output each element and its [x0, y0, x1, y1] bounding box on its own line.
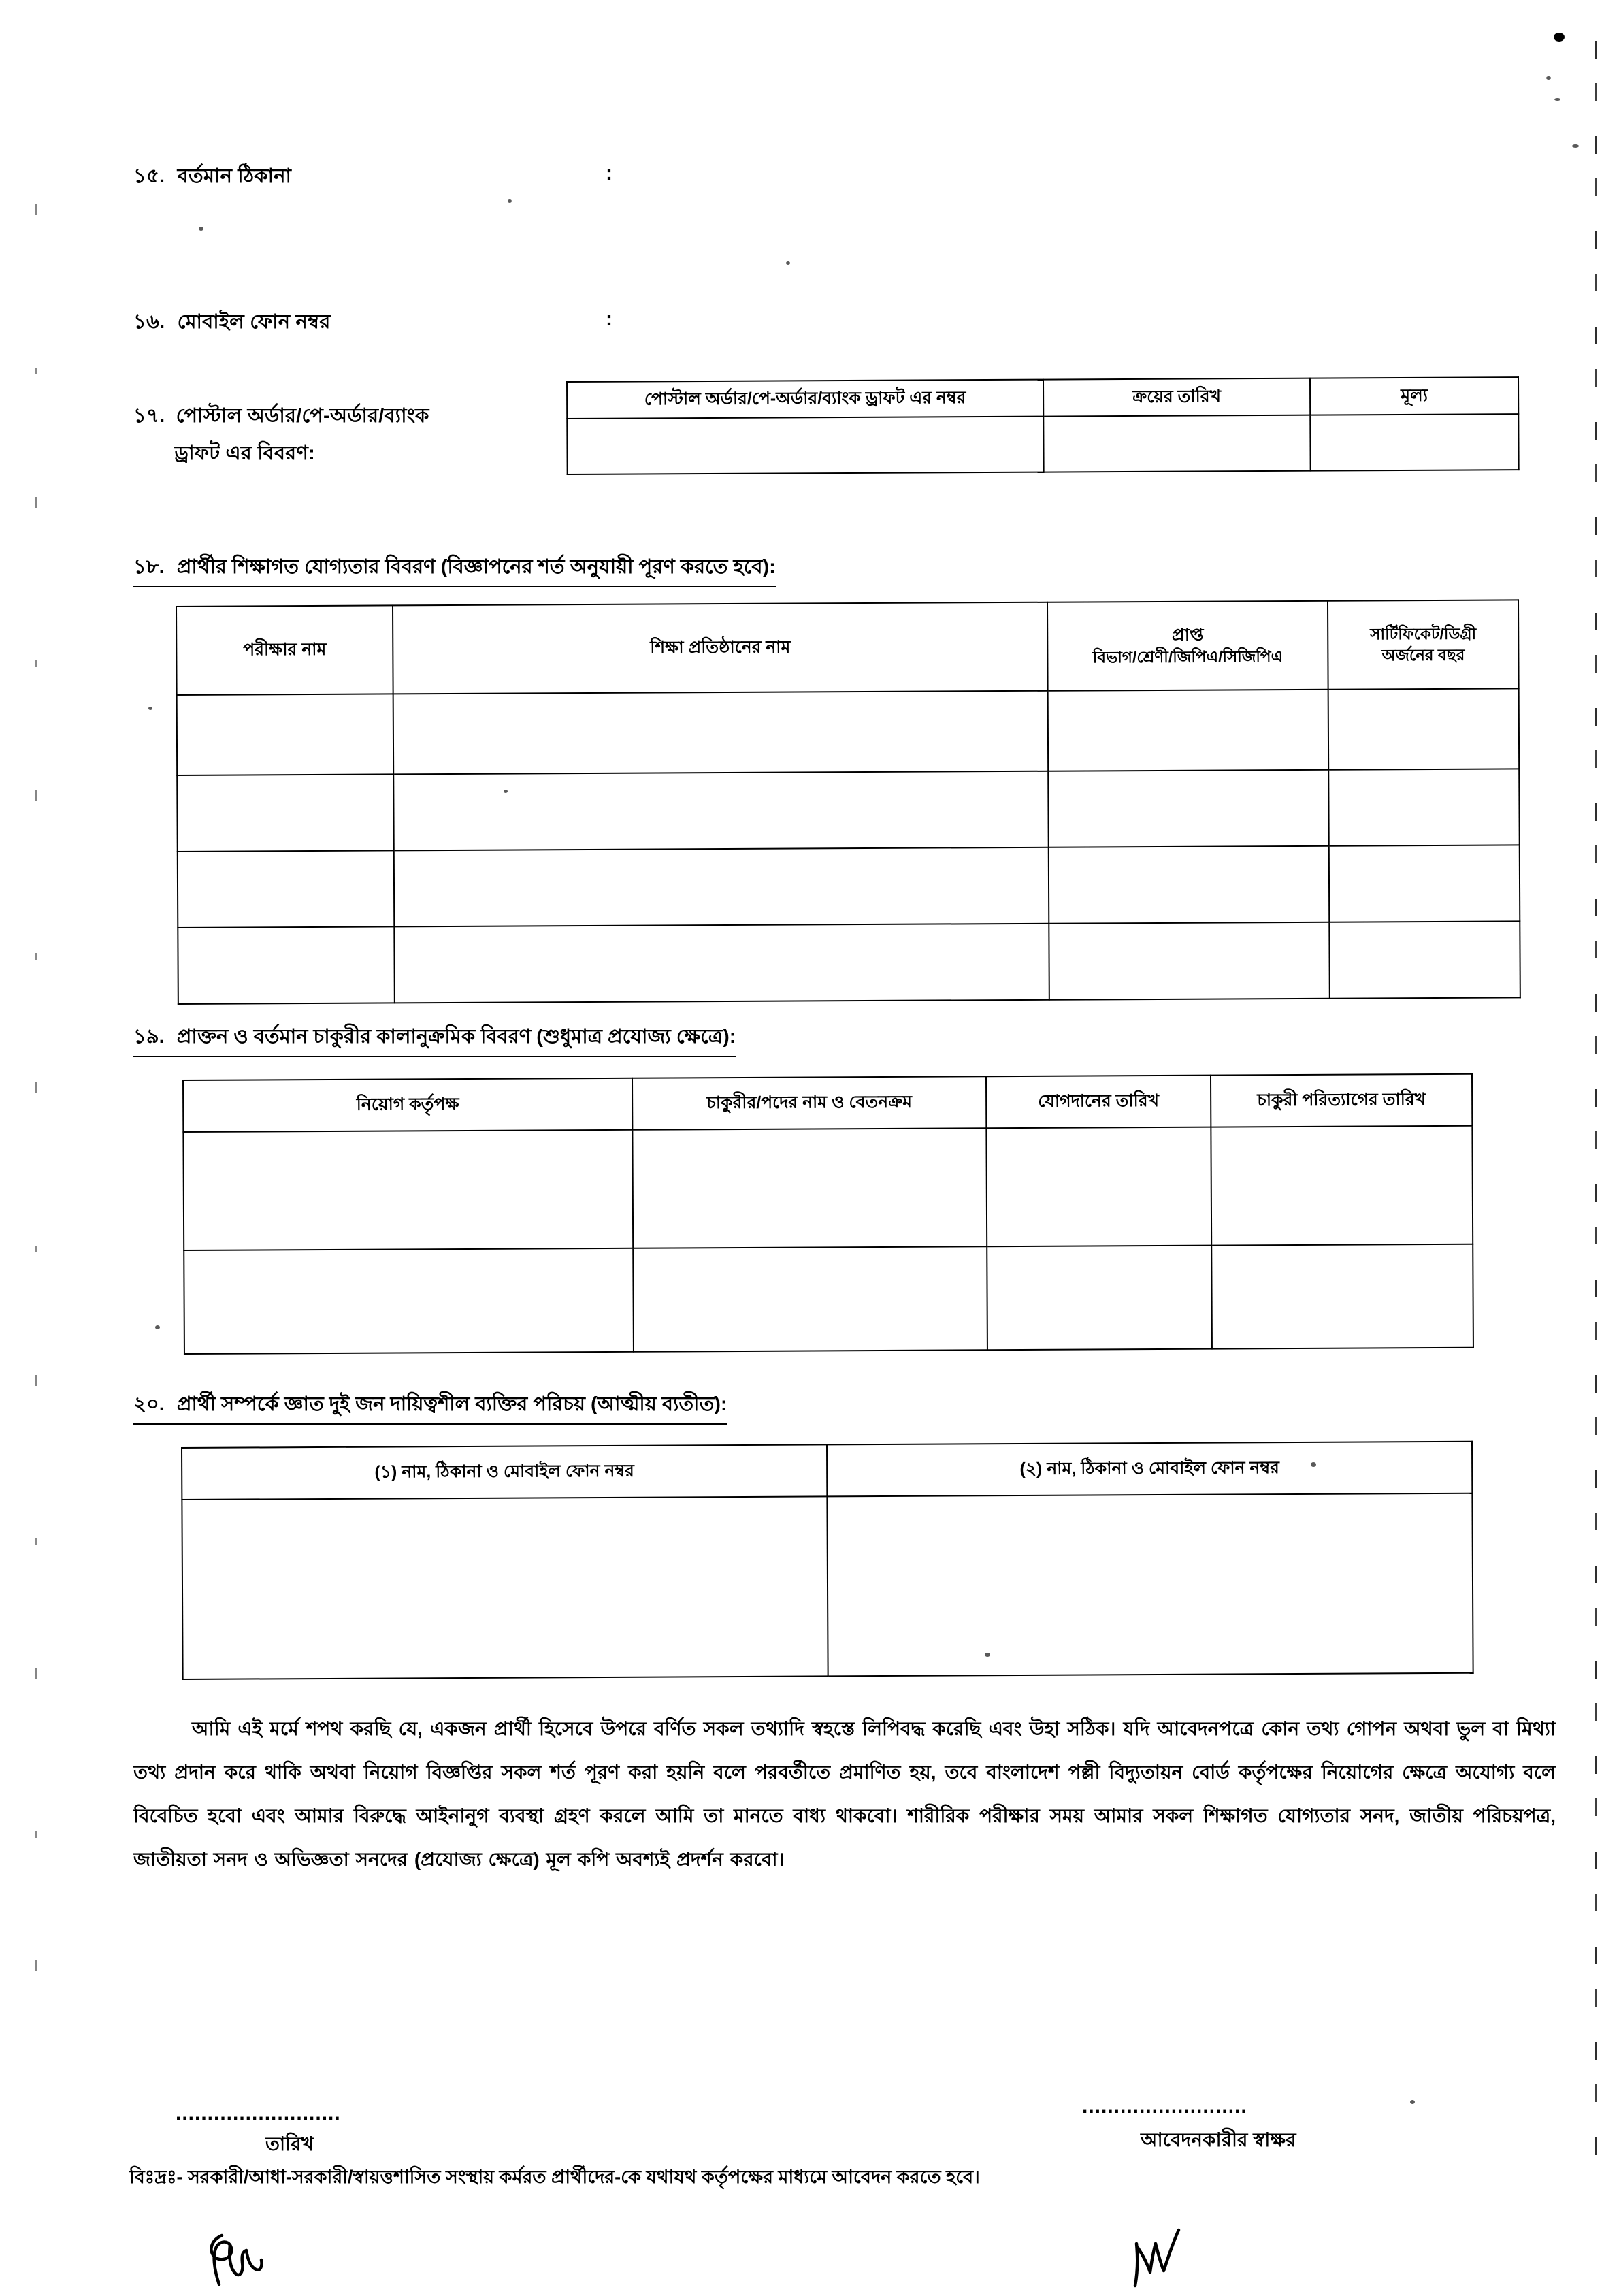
table-18-cell-1-0[interactable]	[177, 774, 394, 852]
scan-speck	[148, 707, 152, 710]
field-15-value[interactable]	[633, 162, 1518, 257]
table-18-cell-2-3[interactable]	[1329, 845, 1520, 922]
date-dotted-line: ..........................	[176, 2102, 341, 2124]
table-18-header-cell-1: শিক্ষা প্রতিষ্ঠানের নাম	[393, 602, 1048, 694]
scan-speck	[155, 1325, 160, 1329]
table-18-header-cell-2-line2: বিভাগ/শ্রেণী/জিপিএ/সিজিপিএ	[1092, 647, 1283, 666]
table-18-cell-2-2[interactable]	[1049, 846, 1330, 924]
table-17-header-row	[567, 377, 1518, 419]
table-20-cell-0-1[interactable]	[827, 1493, 1473, 1677]
section-19-heading-text: প্রাক্তন ও বর্তমান চাকুরীর কালানুক্রমিক বিবরণ (শুধুমাত্র প্রযোজ্য ক্ষেত্রে):	[176, 1026, 736, 1048]
table-18-cell-0-2[interactable]	[1048, 690, 1329, 771]
scan-speck	[1572, 144, 1579, 148]
table-19-cell-0-0[interactable]	[183, 1130, 633, 1250]
section-20-heading	[133, 1389, 727, 1425]
scan-artifact-right-edge	[1595, 41, 1597, 2165]
table-19-header-cell-2: যোগদানের তারিখ	[986, 1076, 1211, 1129]
field-16-label-row	[133, 308, 330, 336]
table-18-cell-1-2[interactable]	[1048, 770, 1329, 847]
table-row	[182, 1493, 1473, 1679]
table-18-header-cell-3-line1: সার্টিফিকেট/ডিগ্রী	[1370, 624, 1477, 643]
table-20-header-row	[182, 1442, 1472, 1500]
field-17-label-line1	[133, 402, 429, 430]
table-18-cell-3-0[interactable]	[178, 926, 395, 1004]
table-18-cell-0-0[interactable]	[177, 694, 394, 775]
table-18-header-cell-3-line2: অর্জনের বছর	[1381, 645, 1465, 664]
table-18-header-cell-0: পরীক্ষার নাম	[176, 605, 393, 695]
table-19-cell-0-1[interactable]	[632, 1128, 987, 1248]
section-18-heading	[133, 551, 776, 587]
table-18-cell-3-2[interactable]	[1049, 922, 1330, 1000]
applicant-signature-dotted-line: ..........................	[1082, 2095, 1247, 2118]
table-17-header-cell-1: ক্রয়ের তারিখ	[1043, 378, 1310, 417]
scan-speck	[1554, 98, 1560, 101]
footer-note: বিঃদ্রঃ- সরকারী/আধা-সরকারী/স্বায়ত্তশাসিত সংস্থায় কর্মরত প্রার্থীদের-কে যথাযথ কর্তৃপক্ষের মাধ্যমে আবেদন করতে হবে।	[129, 2167, 980, 2187]
table-19-cell-1-0[interactable]	[184, 1248, 634, 1354]
field-15-label: বর্তমান ঠিকানা	[177, 165, 292, 187]
declaration-paragraph: আমি এই মর্মে শপথ করছি যে, একজন প্রার্থী হিসেবে উপরে বর্ণিত সকল তথ্যাদি স্বহস্তে লিপিবদ্ধ করেছি এবং উহা সঠিক। যদি আবেদনপত্রে কোন তথ্য গোপন অথবা ভুল বা মিথ্যা তথ্য প্রদান করে থাকি অথবা নিয়োগ বিজ্ঞপ্তির সকল শর্ত পূরণ করা হয়নি বলে পরবর্তীতে প্রমাণিত হয়, তবে বাংলাদেশ পল্লী বিদ্যুতায়ন বোর্ড কর্তৃপক্ষের নিয়োগের ক্ষেত্রে অযোগ্য বলে বিবেচিত হবো এবং আমার বিরুদ্ধে আইনানুগ ব্যবস্থা গ্রহণ করলে আমি তা মানতে বাধ্য থাকবো। শারীরিক পরীক্ষার সময় আমার সকল শিক্ষাগত যোগ্যতার সনদ, জাতীয় পরিচয়পত্র, জাতীয়তা সনদ ও অভিজ্ঞতা সনদের (প্রযোজ্য ক্ষেত্রে) মূল কপি অবশ্যই প্রদর্শন করবো।	[133, 1718, 1556, 1870]
table-18-cell-2-0[interactable]	[178, 850, 395, 928]
scan-speck	[1546, 76, 1551, 80]
table-19-cell-1-1[interactable]	[633, 1246, 987, 1352]
table-19-header-cell-1: চাকুরীর/পদের নাম ও বেতনক্রম	[632, 1076, 986, 1130]
table-18-cell-2-1[interactable]	[394, 847, 1049, 927]
field-15-label-row	[133, 162, 291, 191]
table-19-header-row	[183, 1074, 1472, 1132]
table-17-header-cell-0: পোস্টাল অর্ডার/পে-অর্ডার/ব্যাংক ড্রাফট এর নম্বর	[567, 380, 1043, 419]
field-15-number: ১৫.	[133, 165, 165, 187]
table-20-header-cell-0: (১) নাম, ঠিকানা ও মোবাইল ফোন নম্বর	[182, 1444, 827, 1500]
section-20-number: ২০.	[133, 1393, 165, 1415]
table-19-cell-1-3[interactable]	[1211, 1244, 1473, 1349]
field-17-label-text-2: ড্রাফট এর বিবরণ:	[174, 442, 315, 464]
scan-artifact-left-edge	[35, 82, 37, 2056]
table-row	[567, 414, 1518, 474]
field-17-number: ১৭.	[133, 405, 165, 427]
table-19-header-cell-3: চাকুরী পরিত্যাগের তারিখ	[1211, 1074, 1472, 1127]
table-18-cell-0-1[interactable]	[393, 691, 1049, 775]
table-18-cell-0-3[interactable]	[1328, 688, 1520, 769]
table-18-education	[176, 599, 1521, 1005]
applicant-signature-label: আবেদনকারীর স্বাক্ষর	[1141, 2129, 1296, 2150]
table-20-header-cell-1: (২) নাম, ঠিকানা ও মোবাইল ফোন নম্বর	[827, 1442, 1472, 1497]
scan-speck	[786, 261, 790, 265]
section-20-heading-text: প্রার্থী সম্পর্কে জ্ঞাত দুই জন দায়িত্বশীল ব্যক্তির পরিচয় (আত্মীয় ব্যতীত):	[176, 1393, 727, 1415]
table-row	[177, 769, 1520, 852]
scan-speck	[1554, 33, 1565, 42]
table-18-header-cell-2	[1047, 601, 1328, 691]
table-18-header-cell-3	[1328, 600, 1519, 689]
table-18-cell-1-1[interactable]	[393, 771, 1049, 851]
section-19-number: ১৯.	[133, 1026, 165, 1048]
pen-signature-left-icon	[197, 2225, 299, 2296]
table-row	[177, 688, 1520, 775]
section-18-number: ১৮.	[133, 556, 165, 578]
scan-speck	[508, 199, 512, 203]
table-17-cell-0-2[interactable]	[1310, 414, 1518, 470]
table-row	[178, 921, 1520, 1004]
table-19-cell-0-2[interactable]	[986, 1127, 1211, 1247]
table-17-postal-order	[566, 376, 1520, 475]
table-18-cell-3-3[interactable]	[1329, 921, 1520, 998]
date-label: তারিখ	[265, 2133, 314, 2154]
table-20-cell-0-0[interactable]	[182, 1496, 828, 1679]
table-19-cell-0-3[interactable]	[1211, 1126, 1473, 1246]
table-18-cell-1-3[interactable]	[1328, 769, 1520, 845]
scan-speck	[1410, 2100, 1415, 2104]
scan-speck	[199, 227, 203, 231]
field-15-colon: :	[606, 162, 612, 184]
table-18-cell-3-1[interactable]	[394, 924, 1049, 1003]
field-16-number: ১৬.	[133, 311, 165, 333]
field-16-value[interactable]	[633, 308, 1518, 349]
table-18-header-row	[176, 600, 1519, 695]
table-17-cell-0-0[interactable]	[567, 416, 1043, 474]
table-17-header-cell-2: মূল্য	[1310, 377, 1518, 415]
section-18-heading-text: প্রার্থীর শিক্ষাগত যোগ্যতার বিবরণ (বিজ্ঞাপনের শর্ত অনুযায়ী পূরণ করতে হবে):	[176, 556, 776, 578]
table-18-header-cell-2-line1: প্রাপ্ত	[1171, 625, 1204, 645]
field-17-label-line2	[174, 439, 315, 468]
field-16-colon: :	[606, 308, 612, 330]
table-17-cell-0-1[interactable]	[1043, 415, 1310, 472]
table-19-header-cell-0: নিয়োগ কর্তৃপক্ষ	[183, 1078, 632, 1132]
table-row	[183, 1126, 1473, 1250]
pen-signature-right-icon	[1123, 2220, 1198, 2295]
table-19-cell-1-2[interactable]	[987, 1246, 1212, 1351]
table-19-employment	[182, 1073, 1474, 1355]
table-row	[178, 845, 1520, 928]
table-20-references	[181, 1441, 1474, 1680]
field-17-label-text-1: পোস্টাল অর্ডার/পে-অর্ডার/ব্যাংক	[176, 405, 429, 427]
field-16-label: মোবাইল ফোন নম্বর	[177, 311, 331, 333]
section-19-heading	[133, 1021, 736, 1057]
table-row	[184, 1244, 1473, 1354]
